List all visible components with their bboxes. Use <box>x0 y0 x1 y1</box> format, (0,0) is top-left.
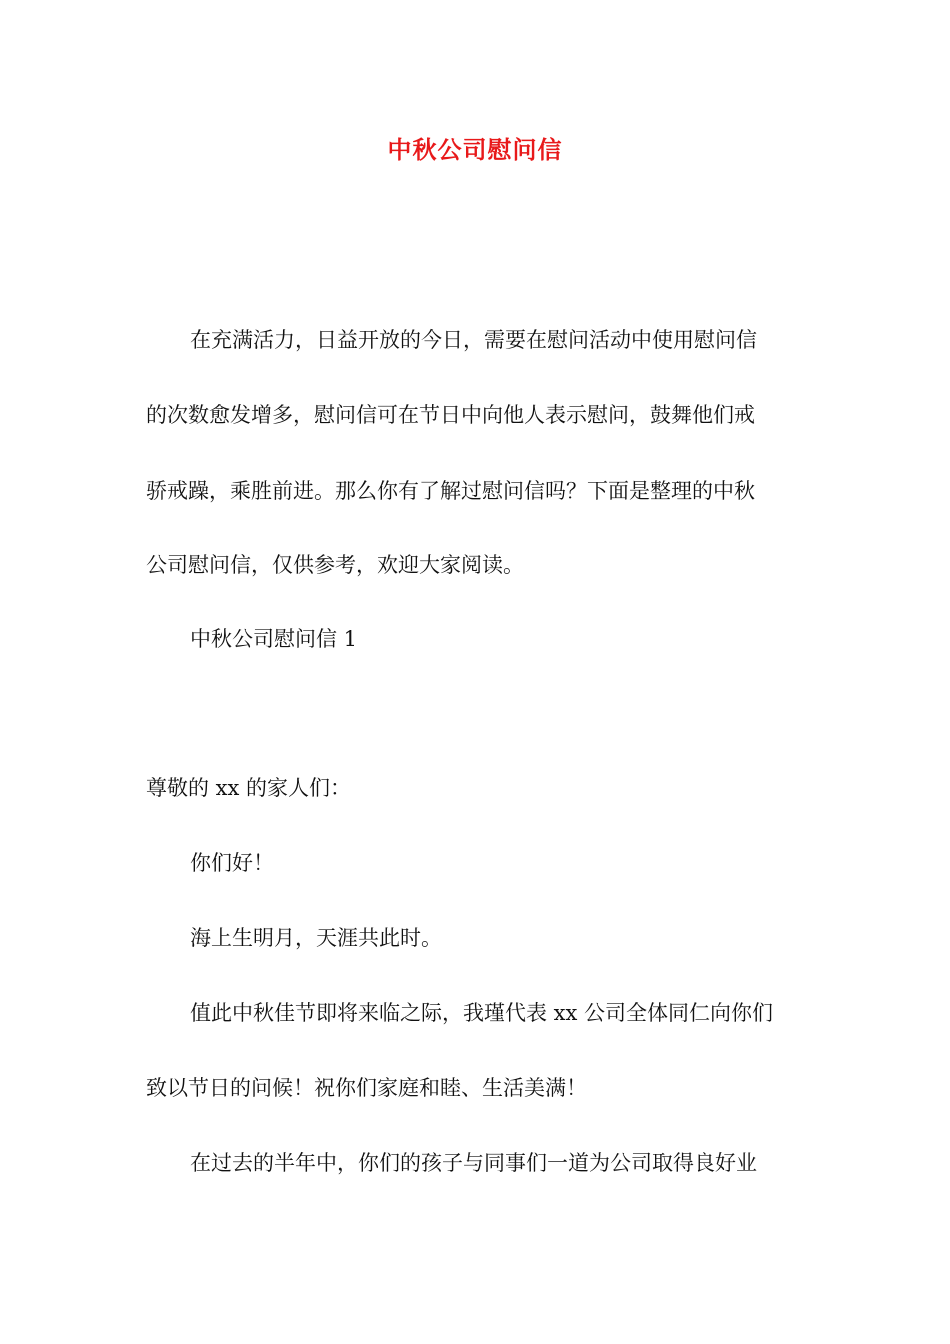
intro-line-4: 公司慰问信，仅供参考，欢迎大家阅读。 <box>146 553 524 577</box>
body-line-2: 致以节日的问候！祝你们家庭和睦、生活美满！ <box>146 1076 587 1100</box>
intro-line-3: 骄戒躁，乘胜前进。那么你有了解过慰问信吗？下面是整理的中秋 <box>146 479 755 503</box>
body-line-1: 值此中秋佳节即将来临之际，我瑾代表 xx 公司全体同仁向你们 <box>190 1001 774 1025</box>
section-heading: 中秋公司慰问信 1 <box>190 627 358 651</box>
intro-line-2: 的次数愈发增多，慰问信可在节日中向他人表示慰问，鼓舞他们戒 <box>146 403 755 427</box>
body-line-3: 在过去的半年中，你们的孩子与同事们一道为公司取得良好业 <box>190 1151 757 1175</box>
intro-line-1: 在充满活力，日益开放的今日，需要在慰问活动中使用慰问信 <box>190 328 757 352</box>
document-title: 中秋公司慰问信 <box>387 136 563 164</box>
salutation: 尊敬的 xx 的家人们： <box>146 776 352 800</box>
greeting: 你们好！ <box>190 851 274 875</box>
poem-line: 海上生明月，天涯共此时。 <box>190 926 442 950</box>
